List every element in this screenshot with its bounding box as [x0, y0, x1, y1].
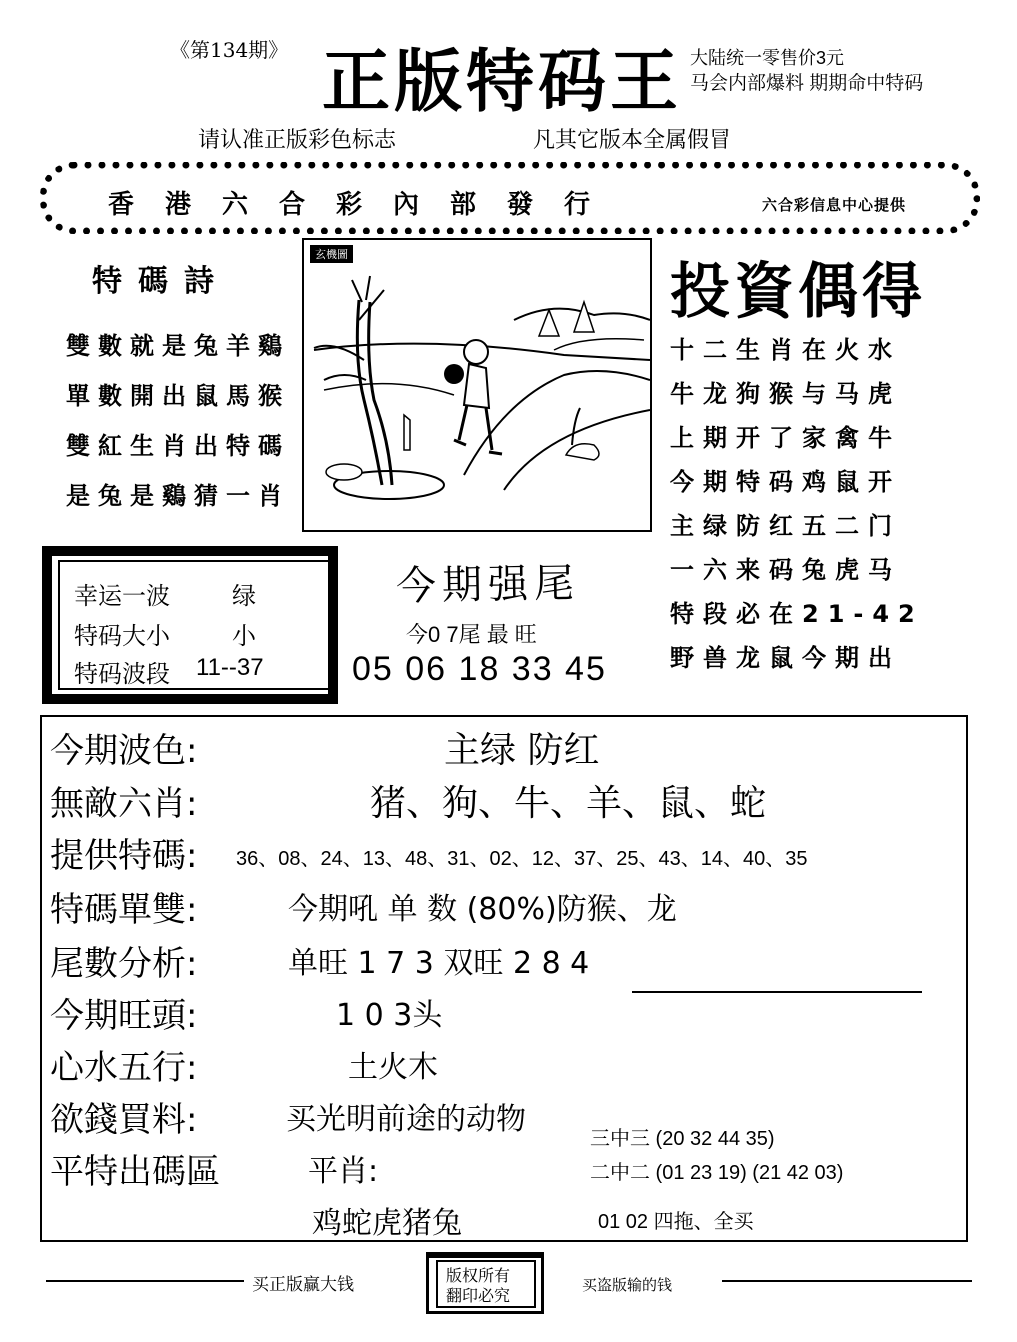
odd-even-label: 特碼單雙:	[50, 890, 198, 930]
lucky-size-label: 特码大小	[74, 623, 170, 650]
invest-line: 主绿防红五二门	[670, 512, 901, 540]
flat-zodiac-value: 鸡蛇虎猪兔	[312, 1206, 462, 1241]
special-code-value: 36、08、24、13、48、31、02、12、37、25、43、14、40、35	[236, 848, 808, 870]
invest-line: 特段必在21-42	[670, 600, 924, 628]
buy-tip-value: 买光明前途的动物	[286, 1102, 526, 1137]
lucky-wave-value: 绿	[232, 583, 256, 610]
invest-line: 野兽龙鼠今期出	[670, 644, 901, 672]
banner-source: 六合彩信息中心提供	[762, 196, 907, 214]
flat-zodiac-label: 平肖:	[308, 1154, 379, 1189]
copyright-line-1: 版权所有	[446, 1268, 511, 1285]
hot-head-value: 1 0 3头	[336, 998, 443, 1033]
poem-line: 雙紅生肖出特碼	[66, 431, 290, 460]
footer-line-left	[46, 1280, 244, 1282]
invest-line: 一六来码兔虎马	[670, 556, 901, 584]
divider-line	[632, 991, 922, 993]
five-elements-label: 心水五行:	[50, 1048, 198, 1088]
lucky-range-label: 特码波段	[74, 661, 170, 688]
lucky-size-value: 小	[232, 623, 256, 650]
invest-line: 牛龙狗猴与马虎	[670, 380, 901, 408]
page-title: 正版特码王	[322, 43, 683, 122]
hot-head-label: 今期旺頭:	[50, 996, 198, 1036]
issue-number: 《第134期》	[170, 38, 289, 62]
promo-tagline: 马会内部爆料 期期命中特码	[690, 73, 924, 94]
combo-two-of-two: 二中二 (01 23 19) (21 42 03)	[590, 1162, 844, 1184]
banner-text: 香港六合彩內部發行	[108, 190, 622, 220]
footer-right-text: 买盗版输的钱	[582, 1277, 673, 1294]
six-zodiac-label: 無敵六肖:	[50, 784, 198, 824]
buy-tip-label: 欲錢買料:	[50, 1100, 198, 1140]
footer-left-text: 买正版赢大钱	[252, 1275, 354, 1294]
special-code-label: 提供特碼:	[50, 836, 198, 876]
combo-three-of-three: 三中三 (20 32 44 35)	[590, 1128, 775, 1150]
copyright-line-2: 翻印必究	[446, 1288, 511, 1305]
picture-tag: 玄機圖	[310, 245, 353, 263]
poem-line: 單數開出鼠馬猴	[66, 381, 290, 410]
odd-even-value: 今期吼 单 数 (80%)防猴、龙	[288, 892, 677, 927]
strong-tail-subtitle: 今0 7尾 最 旺	[406, 622, 537, 647]
poem-title: 特碼詩	[92, 264, 230, 299]
five-elements-value: 土火木	[348, 1050, 438, 1085]
invest-line: 上期开了家禽牛	[670, 424, 901, 452]
tail-analysis-value: 单旺 1 7 3 双旺 2 8 4	[288, 946, 590, 981]
footer-line-right	[722, 1280, 972, 1282]
invest-line: 今期特码鸡鼠开	[670, 468, 901, 496]
mystery-picture	[302, 238, 652, 532]
wave-color-value: 主绿 防红	[444, 730, 600, 771]
poem-line: 是兔是鷄猜一肖	[66, 481, 290, 510]
invest-line: 十二生肖在火水	[670, 336, 901, 364]
strong-tail-title: 今期强尾	[395, 560, 581, 610]
flat-zone-label: 平特出碼區	[50, 1152, 220, 1192]
six-zodiac-value: 猪、狗、牛、羊、鼠、蛇	[370, 783, 767, 824]
wave-color-label: 今期波色:	[50, 731, 198, 771]
authenticity-notice: 请认准正版彩色标志	[198, 127, 397, 152]
poem-line: 雙數就是兔羊鷄	[66, 331, 290, 360]
tail-analysis-label: 尾數分析:	[50, 944, 198, 984]
counterfeit-notice: 凡其它版本全属假冒	[533, 127, 732, 152]
lucky-wave-label: 幸运一波	[74, 583, 170, 610]
strong-tail-numbers: 05 06 18 33 45	[352, 650, 607, 688]
boy-with-ball-illustration	[304, 240, 650, 530]
combo-drag: 01 02 四拖、全买	[598, 1211, 754, 1233]
lucky-range-value: 11--37	[196, 654, 264, 681]
invest-title: 投資偶得	[670, 257, 926, 327]
price-tagline: 大陆统一零售价3元	[690, 48, 845, 68]
